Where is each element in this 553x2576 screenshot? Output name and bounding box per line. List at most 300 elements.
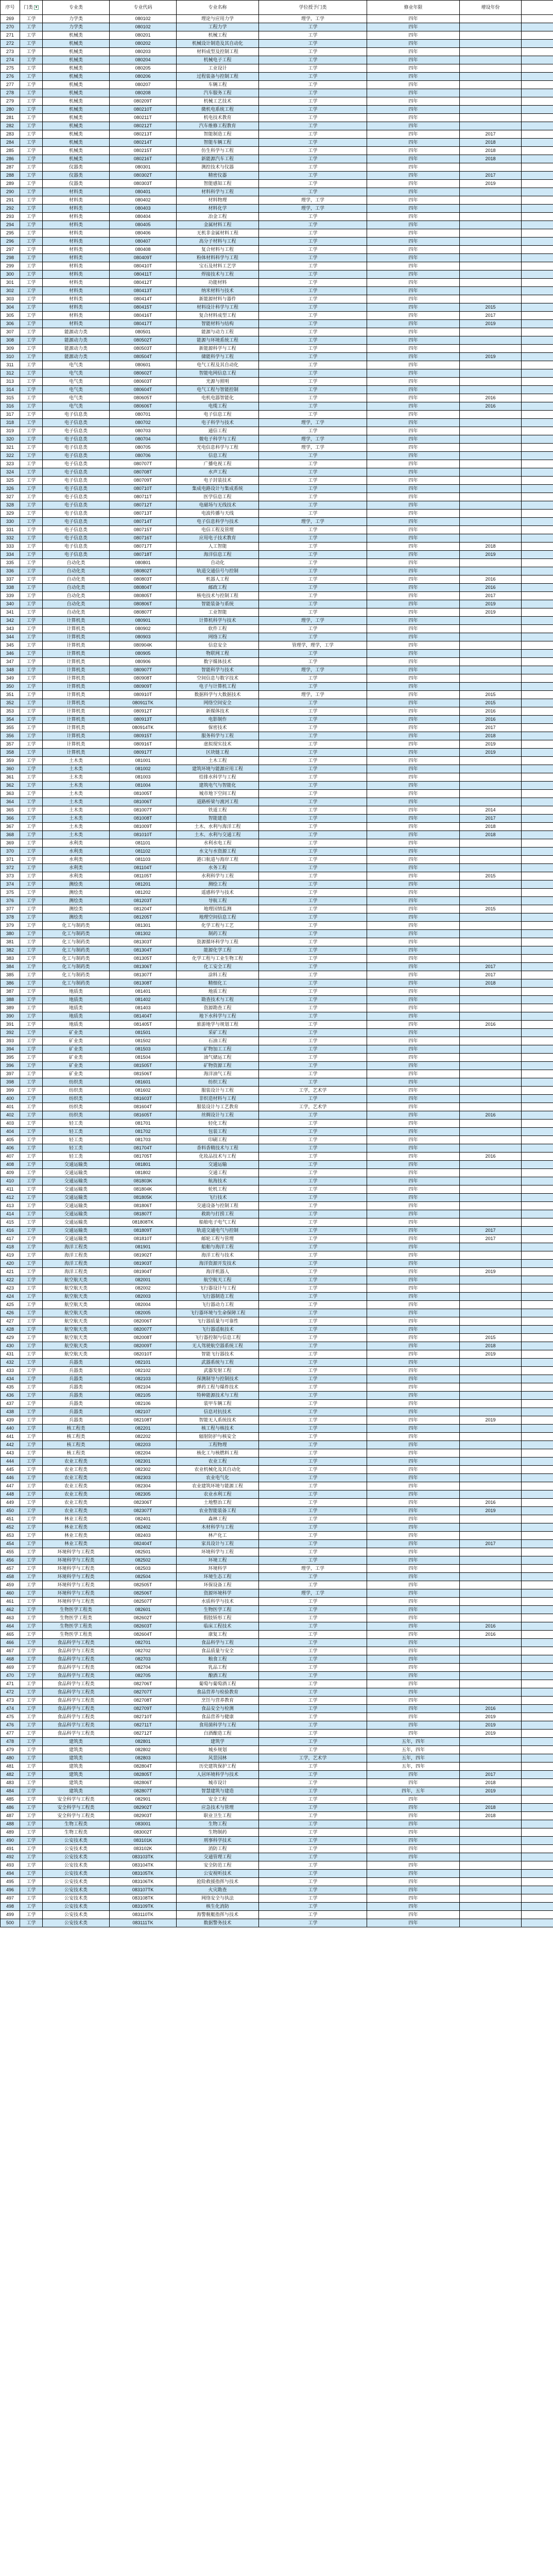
cell-category: 工学 — [20, 1334, 43, 1342]
cell-major-name: 农业机械化及其自动化 — [177, 1466, 259, 1474]
cell-category: 工学 — [20, 1861, 43, 1870]
cell-year-added — [460, 452, 522, 460]
table-row — [1, 1359, 553, 1367]
cell-major-code: 083107TK — [110, 1886, 177, 1894]
cell-degree: 工学 — [259, 1705, 367, 1713]
cell-major-code: 080416T — [110, 312, 177, 320]
cell-duration: 四年 — [367, 270, 460, 279]
cell-spacer — [522, 1688, 553, 1697]
cell-index: 301 — [1, 279, 20, 287]
cell-major-code: 080717T — [110, 543, 177, 551]
cell-degree: 工学 — [259, 963, 367, 971]
table-row — [1, 81, 553, 89]
cell-major-class: 食品科学与工程类 — [43, 1721, 110, 1730]
cell-spacer — [522, 303, 553, 312]
cell-duration: 四年 — [367, 114, 460, 122]
cell-degree: 工学 — [259, 1746, 367, 1754]
cell-spacer — [522, 1697, 553, 1705]
cell-index: 467 — [1, 1647, 20, 1655]
table-row — [1, 856, 553, 864]
cell-degree: 工学 — [259, 1251, 367, 1260]
cell-index: 423 — [1, 1284, 20, 1293]
cell-year-added: 2017 — [460, 1771, 522, 1779]
table-row — [1, 1581, 553, 1589]
cell-year-added — [460, 889, 522, 897]
cell-spacer — [522, 468, 553, 477]
cell-year-added — [460, 1845, 522, 1853]
cell-index: 405 — [1, 1136, 20, 1144]
table-row — [1, 1128, 553, 1136]
cell-index: 442 — [1, 1441, 20, 1449]
cell-category: 工学 — [20, 1466, 43, 1474]
cell-category: 工学 — [20, 674, 43, 683]
cell-index: 410 — [1, 1177, 20, 1185]
cell-major-name: 辐射防护与核安全 — [177, 1433, 259, 1441]
header-category[interactable]: 门类 ▾ — [20, 1, 43, 15]
cell-major-class: 兵器类 — [43, 1367, 110, 1375]
cell-category: 工学 — [20, 1004, 43, 1012]
cell-major-class: 机械类 — [43, 31, 110, 40]
cell-year-added: 2019 — [460, 749, 522, 757]
cell-spacer — [522, 1029, 553, 1037]
cell-degree: 工学 — [259, 427, 367, 435]
cell-major-name: 装甲车辆工程 — [177, 1400, 259, 1408]
cell-duration: 四年 — [367, 1713, 460, 1721]
cell-category: 工学 — [20, 1771, 43, 1779]
table-row — [1, 221, 553, 229]
cell-major-code: 082401 — [110, 1515, 177, 1523]
cell-duration: 四年 — [367, 1705, 460, 1713]
cell-category: 工学 — [20, 1738, 43, 1746]
cell-major-name: 广播电视工程 — [177, 460, 259, 468]
cell-duration: 四年 — [367, 584, 460, 592]
table-row — [1, 938, 553, 946]
cell-major-name: 环保设备工程 — [177, 1581, 259, 1589]
cell-year-added — [460, 1458, 522, 1466]
cell-duration: 四年 — [367, 1408, 460, 1416]
cell-duration: 四年 — [367, 345, 460, 353]
cell-major-name: 电子科学与技术 — [177, 419, 259, 427]
cell-spacer — [522, 1820, 553, 1828]
cell-major-class: 计算机类 — [43, 716, 110, 724]
cell-spacer — [522, 40, 553, 48]
cell-category: 工学 — [20, 955, 43, 963]
table-row — [1, 1713, 553, 1721]
cell-major-code: 082404T — [110, 1540, 177, 1548]
table-row — [1, 411, 553, 419]
cell-category: 工学 — [20, 477, 43, 485]
cell-year-added — [460, 938, 522, 946]
table-row — [1, 1210, 553, 1218]
filter-dropdown-icon[interactable]: ▾ — [34, 5, 39, 10]
cell-duration: 四年 — [367, 320, 460, 328]
cell-spacer — [522, 1433, 553, 1441]
cell-degree: 工学 — [259, 485, 367, 493]
cell-major-code: 082101 — [110, 1359, 177, 1367]
cell-spacer — [522, 31, 553, 40]
cell-degree: 工学 — [259, 106, 367, 114]
cell-year-added — [460, 1754, 522, 1762]
cell-major-code: 080409T — [110, 254, 177, 262]
cell-major-class: 能源动力类 — [43, 336, 110, 345]
cell-major-class: 土木类 — [43, 757, 110, 765]
table-row — [1, 806, 553, 815]
cell-major-name: 历史建筑保护工程 — [177, 1762, 259, 1771]
cell-index: 424 — [1, 1293, 20, 1301]
cell-duration: 四年 — [367, 1260, 460, 1268]
cell-degree: 工学 — [259, 1812, 367, 1820]
table-row — [1, 1029, 553, 1037]
cell-year-added — [460, 1886, 522, 1894]
table-row — [1, 1268, 553, 1276]
cell-degree: 工学 — [259, 130, 367, 139]
table-row — [1, 946, 553, 955]
cell-major-code: 082203 — [110, 1441, 177, 1449]
table-row — [1, 1688, 553, 1697]
cell-index: 430 — [1, 1342, 20, 1350]
cell-major-name: 轮机工程 — [177, 1185, 259, 1194]
cell-major-class: 化工与制药类 — [43, 938, 110, 946]
cell-major-code: 081501 — [110, 1029, 177, 1037]
cell-duration: 四年 — [367, 1507, 460, 1515]
cell-year-added — [460, 97, 522, 106]
cell-degree: 工学 — [259, 1507, 367, 1515]
cell-year-added — [460, 1185, 522, 1194]
cell-category: 工学 — [20, 238, 43, 246]
cell-category: 工学 — [20, 163, 43, 172]
cell-major-code: 080401 — [110, 188, 177, 196]
cell-year-added — [460, 510, 522, 518]
cell-duration: 四年 — [367, 905, 460, 913]
cell-index: 358 — [1, 749, 20, 757]
cell-degree: 工学 — [259, 683, 367, 691]
cell-duration: 四年 — [367, 188, 460, 196]
cell-major-class: 计算机类 — [43, 674, 110, 683]
cell-spacer — [522, 1375, 553, 1383]
cell-year-added — [460, 1647, 522, 1655]
table-row — [1, 1012, 553, 1021]
cell-duration: 四年 — [367, 1367, 460, 1375]
cell-year-added — [460, 163, 522, 172]
cell-year-added — [460, 229, 522, 238]
cell-index: 483 — [1, 1779, 20, 1787]
cell-index: 414 — [1, 1210, 20, 1218]
cell-degree: 工学 — [259, 1556, 367, 1565]
cell-index: 309 — [1, 345, 20, 353]
cell-major-class: 航空航天类 — [43, 1284, 110, 1293]
cell-index: 331 — [1, 526, 20, 534]
cell-spacer — [522, 1779, 553, 1787]
cell-year-added: 2016 — [460, 394, 522, 402]
table-row — [1, 1243, 553, 1251]
cell-index: 355 — [1, 724, 20, 732]
cell-major-code: 082002 — [110, 1284, 177, 1293]
cell-major-code: 081903T — [110, 1260, 177, 1268]
cell-year-added — [460, 1078, 522, 1087]
cell-index: 453 — [1, 1532, 20, 1540]
cell-major-code: 081809T — [110, 1227, 177, 1235]
cell-major-code: 082305 — [110, 1490, 177, 1499]
table-row — [1, 1573, 553, 1581]
cell-degree: 工学 — [259, 724, 367, 732]
cell-spacer — [522, 1383, 553, 1392]
cell-index: 408 — [1, 1161, 20, 1169]
table-row — [1, 1474, 553, 1482]
cell-index: 299 — [1, 262, 20, 270]
cell-major-name: 海洋信息工程 — [177, 551, 259, 559]
cell-major-class: 机械类 — [43, 73, 110, 81]
cell-year-added — [460, 369, 522, 378]
cell-duration: 四年，五年 — [367, 1787, 460, 1795]
cell-category: 工学 — [20, 732, 43, 740]
cell-degree: 工学 — [259, 526, 367, 534]
cell-duration: 四年 — [367, 592, 460, 600]
cell-major-code: 082705 — [110, 1672, 177, 1680]
cell-major-code: 082204 — [110, 1449, 177, 1458]
cell-major-class: 材料类 — [43, 213, 110, 221]
table-row — [1, 584, 553, 592]
cell-spacer — [522, 73, 553, 81]
table-row — [1, 1523, 553, 1532]
cell-major-name: 智能车辆工程 — [177, 139, 259, 147]
cell-major-code: 080206 — [110, 73, 177, 81]
cell-spacer — [522, 188, 553, 196]
cell-major-class: 水利类 — [43, 839, 110, 848]
cell-duration: 四年 — [367, 172, 460, 180]
cell-major-name: 农业工程 — [177, 1458, 259, 1466]
cell-major-code: 081104T — [110, 864, 177, 872]
cell-major-class: 自动化类 — [43, 600, 110, 608]
cell-major-name: 测绘工程 — [177, 880, 259, 889]
cell-spacer — [522, 1202, 553, 1210]
cell-spacer — [522, 1054, 553, 1062]
cell-index: 328 — [1, 501, 20, 510]
cell-category: 工学 — [20, 295, 43, 303]
cell-major-class: 计算机类 — [43, 732, 110, 740]
table-row — [1, 254, 553, 262]
table-row — [1, 510, 553, 518]
cell-duration: 四年 — [367, 938, 460, 946]
cell-major-code: 080705 — [110, 444, 177, 452]
cell-major-class: 农业工程类 — [43, 1507, 110, 1515]
cell-major-class: 计算机类 — [43, 699, 110, 707]
cell-major-class: 交通运输类 — [43, 1185, 110, 1194]
cell-major-class: 材料类 — [43, 287, 110, 295]
cell-year-added — [460, 1853, 522, 1861]
cell-major-code: 080413T — [110, 287, 177, 295]
cell-index: 321 — [1, 444, 20, 452]
cell-major-code: 082003 — [110, 1293, 177, 1301]
header-duration: 修业年限 — [367, 1, 460, 15]
cell-index: 384 — [1, 963, 20, 971]
cell-major-class: 海洋工程类 — [43, 1243, 110, 1251]
cell-year-added: 2019 — [460, 180, 522, 188]
cell-index: 494 — [1, 1870, 20, 1878]
cell-major-code: 080709T — [110, 477, 177, 485]
cell-major-name: 粮食工程 — [177, 1655, 259, 1664]
cell-spacer — [522, 1218, 553, 1227]
cell-index: 376 — [1, 897, 20, 905]
cell-duration: 五年，四年 — [367, 1738, 460, 1746]
cell-duration: 四年 — [367, 15, 460, 23]
cell-index: 413 — [1, 1202, 20, 1210]
cell-category: 工学 — [20, 782, 43, 790]
cell-major-class: 地质类 — [43, 996, 110, 1004]
cell-major-code: 082302 — [110, 1466, 177, 1474]
cell-major-name: 道路桥梁与渡河工程 — [177, 798, 259, 806]
cell-category: 工学 — [20, 114, 43, 122]
cell-category: 工学 — [20, 724, 43, 732]
cell-duration: 四年 — [367, 1466, 460, 1474]
cell-year-added — [460, 1045, 522, 1054]
table-row — [1, 386, 553, 394]
cell-major-code: 081805K — [110, 1194, 177, 1202]
table-row — [1, 270, 553, 279]
cell-spacer — [522, 963, 553, 971]
cell-major-code: 081102 — [110, 848, 177, 856]
cell-index: 443 — [1, 1449, 20, 1458]
table-row — [1, 575, 553, 584]
cell-spacer — [522, 163, 553, 172]
cell-major-code: 082807T — [110, 1787, 177, 1795]
cell-major-class: 核工程类 — [43, 1425, 110, 1433]
cell-category: 工学 — [20, 155, 43, 163]
cell-degree: 工学 — [259, 839, 367, 848]
cell-spacer — [522, 641, 553, 650]
cell-duration: 四年 — [367, 1779, 460, 1787]
cell-spacer — [522, 229, 553, 238]
cell-major-class: 计算机类 — [43, 650, 110, 658]
cell-year-added — [460, 650, 522, 658]
cell-major-name: 城市设计 — [177, 1779, 259, 1787]
cell-major-code: 080209T — [110, 97, 177, 106]
cell-major-code: 082007T — [110, 1326, 177, 1334]
cell-major-class: 海洋工程类 — [43, 1268, 110, 1276]
cell-duration: 四年 — [367, 485, 460, 493]
cell-major-class: 食品科学与工程类 — [43, 1639, 110, 1647]
cell-major-name: 遥感科学与技术 — [177, 889, 259, 897]
cell-index: 361 — [1, 773, 20, 782]
table-row — [1, 1697, 553, 1705]
cell-degree: 工学 — [259, 1853, 367, 1861]
cell-degree: 工学 — [259, 674, 367, 683]
table-row — [1, 732, 553, 740]
cell-year-added — [460, 1433, 522, 1441]
cell-degree: 工学 — [259, 749, 367, 757]
cell-duration: 四年 — [367, 1672, 460, 1680]
cell-year-added — [460, 1144, 522, 1153]
cell-degree: 工学 — [259, 1449, 367, 1458]
cell-year-added — [460, 1589, 522, 1598]
cell-spacer — [522, 798, 553, 806]
cell-major-class: 计算机类 — [43, 658, 110, 666]
cell-category: 工学 — [20, 1647, 43, 1655]
cell-category: 工学 — [20, 963, 43, 971]
cell-duration: 四年 — [367, 1894, 460, 1903]
cell-major-code: 080707T — [110, 460, 177, 468]
cell-major-class: 矿业类 — [43, 1029, 110, 1037]
cell-major-code: 081307T — [110, 971, 177, 979]
cell-major-code: 080302T — [110, 172, 177, 180]
cell-year-added — [460, 336, 522, 345]
cell-category: 工学 — [20, 1202, 43, 1210]
cell-major-name: 土地整治工程 — [177, 1499, 259, 1507]
cell-year-added — [460, 765, 522, 773]
cell-major-class: 电子信息类 — [43, 543, 110, 551]
cell-major-class: 水利类 — [43, 864, 110, 872]
cell-degree: 工学 — [259, 856, 367, 864]
table-row — [1, 1153, 553, 1161]
cell-index: 485 — [1, 1795, 20, 1804]
cell-index: 454 — [1, 1540, 20, 1548]
cell-degree: 工学 — [259, 889, 367, 897]
cell-major-class: 材料类 — [43, 270, 110, 279]
cell-index: 404 — [1, 1128, 20, 1136]
cell-spacer — [522, 1326, 553, 1334]
cell-index: 407 — [1, 1153, 20, 1161]
cell-year-added — [460, 106, 522, 114]
cell-category: 工学 — [20, 625, 43, 633]
cell-duration: 四年 — [367, 1416, 460, 1425]
cell-duration: 四年 — [367, 155, 460, 163]
cell-year-added — [460, 1309, 522, 1317]
cell-duration: 四年 — [367, 1499, 460, 1507]
cell-year-added — [460, 930, 522, 938]
cell-spacer — [522, 716, 553, 724]
cell-year-added — [460, 1029, 522, 1037]
cell-spacer — [522, 1012, 553, 1021]
cell-major-name: 电气工程与智能控制 — [177, 386, 259, 394]
cell-major-name: 飞行器适航技术 — [177, 1326, 259, 1334]
cell-major-name: 机械设计制造及其自动化 — [177, 40, 259, 48]
cell-degree: 工学 — [259, 1697, 367, 1705]
cell-category: 工学 — [20, 1317, 43, 1326]
cell-category: 工学 — [20, 815, 43, 823]
cell-year-added: 2015 — [460, 1334, 522, 1342]
cell-duration: 四年 — [367, 122, 460, 130]
cell-year-added — [460, 1383, 522, 1392]
cell-category: 工学 — [20, 592, 43, 600]
cell-duration: 四年 — [367, 89, 460, 97]
cell-duration: 四年 — [367, 658, 460, 666]
cell-major-name: 建筑电气与智能化 — [177, 782, 259, 790]
cell-duration: 四年 — [367, 386, 460, 394]
cell-spacer — [522, 1425, 553, 1433]
table-row — [1, 40, 553, 48]
cell-major-code: 082601 — [110, 1606, 177, 1614]
cell-index: 354 — [1, 716, 20, 724]
cell-degree: 工学 — [259, 188, 367, 196]
cell-major-name: 材料物理 — [177, 196, 259, 205]
cell-duration: 四年 — [367, 946, 460, 955]
cell-category: 工学 — [20, 740, 43, 749]
cell-duration: 四年 — [367, 526, 460, 534]
cell-duration: 四年 — [367, 864, 460, 872]
cell-duration: 四年 — [367, 1185, 460, 1194]
cell-major-class: 建筑类 — [43, 1746, 110, 1754]
cell-category: 工学 — [20, 790, 43, 798]
cell-degree: 工学 — [259, 1886, 367, 1894]
table-row — [1, 1721, 553, 1730]
table-row — [1, 419, 553, 427]
table-row — [1, 1293, 553, 1301]
cell-category: 工学 — [20, 89, 43, 97]
cell-year-added — [460, 1375, 522, 1383]
cell-major-name: 电波传播与天线 — [177, 510, 259, 518]
cell-duration: 四年 — [367, 1598, 460, 1606]
cell-spacer — [522, 1532, 553, 1540]
table-row — [1, 139, 553, 147]
